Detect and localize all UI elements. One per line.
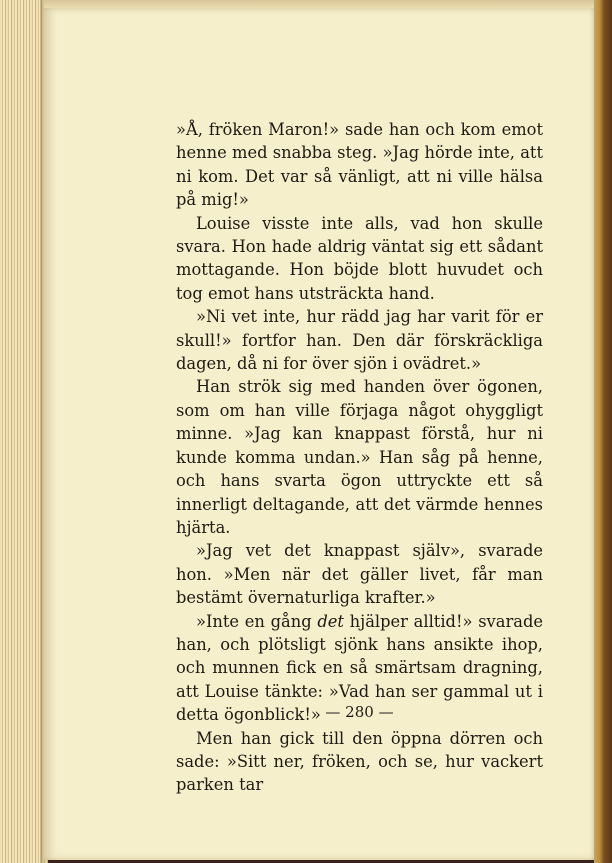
italic-emphasis: det xyxy=(317,611,344,631)
paragraph xyxy=(176,375,543,539)
page-number: — 280 — xyxy=(325,703,394,721)
paragraph xyxy=(176,539,543,609)
paragraph-text: Louise visste inte alls, vad hon skulle svara. Hon hade aldrig väntat sig ett sådant mottagande. Hon böjde blott huvudet och tog emot hans utsträckta hand. xyxy=(176,213,543,303)
body-text xyxy=(176,118,543,797)
paragraph xyxy=(176,727,543,797)
paragraph xyxy=(176,212,543,306)
paragraph-text: »Ni vet inte, hur rädd jag har varit för er skull!» fortfor han. Den där förskräckliga dagen, då ni for över sjön i ovädret.» xyxy=(176,307,543,374)
paragraph-text: hjälper alltid!» svarade han, och plötsligt sjönk hans ansikte ihop, och munnen fick en så smärtsam dragning, att Louise tänkte: »Vad han ser gammal ut i detta ögonblick!» xyxy=(176,611,543,725)
paragraph xyxy=(176,118,543,212)
paragraph-text: »Inte en gång xyxy=(196,611,318,631)
paragraph-text: Han strök sig med handen över ögonen, som om han ville förjaga något ohyggligt minne. »Jag kan knappast förstå, hur ni kunde komma undan.» Han såg på henne, och hans svarta ögon uttryckte ett så innerligt deltagande, att det värmde hennes hjärta. xyxy=(176,377,543,537)
paragraph-text: »Jag vet det knappast själv», svarade hon. »Men när det gäller livet, får man bestämt övernaturliga krafter.» xyxy=(176,541,543,608)
paragraph xyxy=(176,305,543,375)
book-binding-edge xyxy=(594,0,612,863)
paragraph-text: »Å, fröken Maron!» sade han och kom emot henne med snabba steg. »Jag hörde inte, att ni kom. Det var så vänligt, att ni ville hälsa på mig!» xyxy=(176,120,543,210)
paragraph-text: Men han gick till den öppna dörren och sade: »Sitt ner, fröken, och se, hur vackert parken tar xyxy=(176,728,543,795)
